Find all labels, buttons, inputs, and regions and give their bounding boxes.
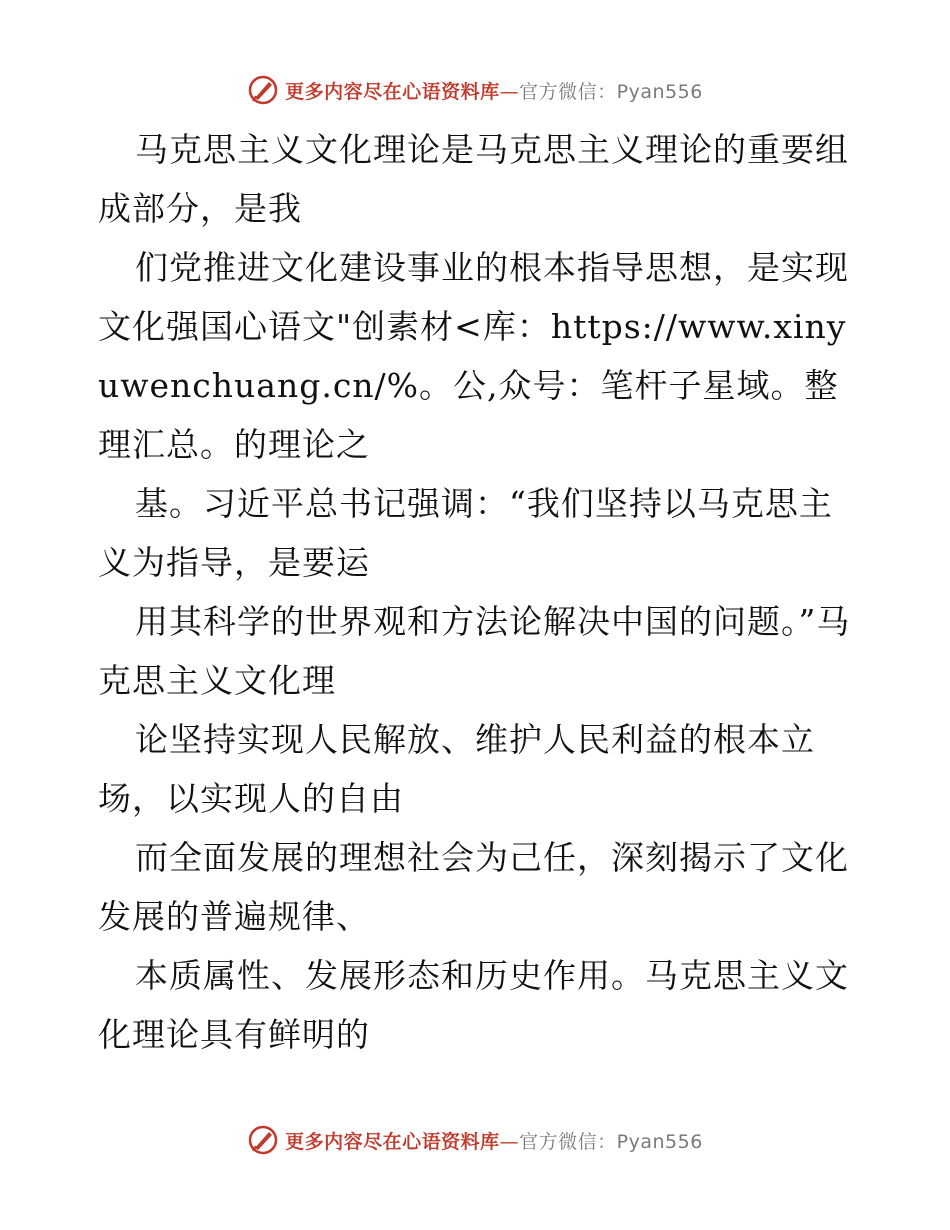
header-wechat: 官方微信：Pyan556 [519,80,703,103]
quill-logo-icon [247,1124,279,1156]
footer-banner [0,1120,950,1160]
paragraph: 本质属性、发展形态和历史作用。马克思主义文化理论具有鲜明的 [98,956,849,1054]
paragraph: 们党推进文化建设事业的根本指导思想，是实现文化强国心语文"创素材<库：https://www.xinyuwenchuang.cn/%。公,众号：笔杆子星域。整理汇总。的理论之 [98,248,849,464]
paragraph: 马克思主义文化理论是马克思主义理论的重要组成部分，是我 [98,130,849,228]
paragraph: 用其科学的世界观和方法论解决中国的问题。”马克思主义文化理 [98,602,851,700]
header-text [285,77,703,104]
paragraph: 而全面发展的理想社会为己任，深刻揭示了文化发展的普遍规律、 [98,838,849,936]
header-brand: 更多内容尽在心语资料库 [285,80,500,103]
paragraph: 论坚持实现人民解放、维护人民利益的根本立场，以实现人的自由 [98,720,815,818]
header-banner [0,70,950,110]
quill-logo-icon [247,74,279,106]
footer-wechat: 官方微信：Pyan556 [519,1130,703,1153]
header-dash: — [499,80,520,103]
footer-text [285,1127,703,1154]
document-body [98,120,878,1064]
paragraph: 基。习近平总书记强调：“我们坚持以马克思主义为指导，是要运 [98,484,833,582]
footer-dash: — [499,1130,520,1153]
footer-brand: 更多内容尽在心语资料库 [285,1130,500,1153]
